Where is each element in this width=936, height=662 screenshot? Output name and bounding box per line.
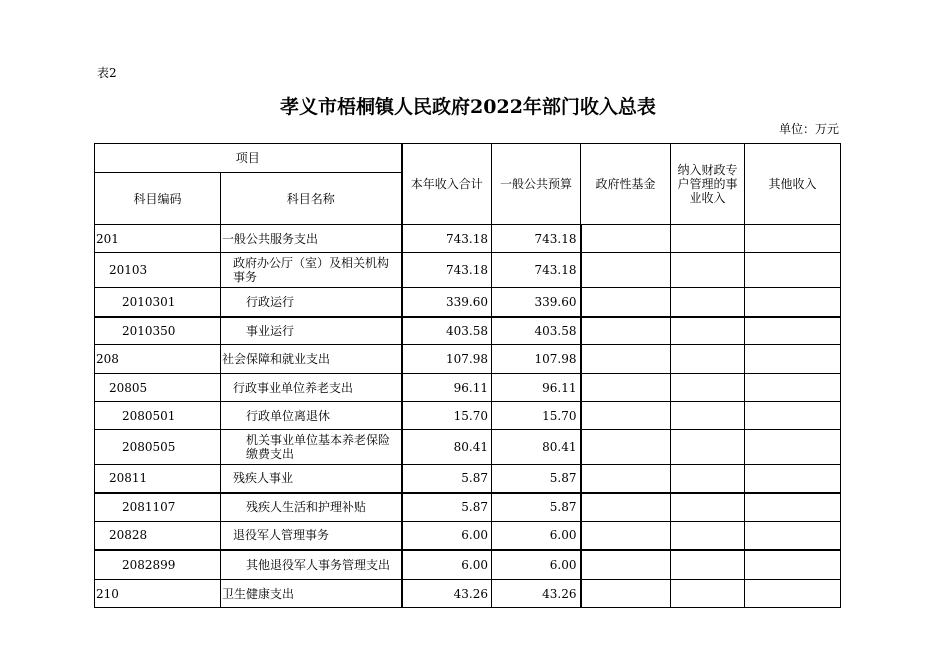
- row-name: 行政单位离退休: [221, 402, 402, 430]
- row-name: 退役军人管理事务: [221, 522, 402, 550]
- row-code: 2080505: [95, 430, 221, 465]
- row-other: [745, 402, 841, 430]
- row-code: 20805: [95, 374, 221, 402]
- table-row: [95, 317, 841, 345]
- row-total: 5.87: [402, 465, 492, 493]
- row-name: 机关事业单位基本养老保险缴费支出: [221, 430, 402, 465]
- table-row: [95, 402, 841, 430]
- row-code: 2010301: [95, 288, 221, 317]
- table-number: 表2: [97, 66, 117, 80]
- row-fiscal-special: [671, 522, 745, 550]
- row-name: 事业运行: [221, 317, 402, 345]
- row-fiscal-special: [671, 580, 745, 608]
- row-code: 20811: [95, 465, 221, 493]
- row-other: [745, 225, 841, 253]
- row-fiscal-special: [671, 430, 745, 465]
- row-name: 社会保障和就业支出: [221, 345, 402, 374]
- row-code: 20103: [95, 253, 221, 288]
- table-row: [95, 522, 841, 550]
- table-row: [95, 465, 841, 493]
- row-general-budget: 80.41: [492, 430, 581, 465]
- row-name: 卫生健康支出: [221, 580, 402, 608]
- row-fiscal-special: [671, 374, 745, 402]
- row-general-budget: 743.18: [492, 253, 581, 288]
- row-name: 政府办公厅（室）及相关机构事务: [221, 253, 402, 288]
- header-total: 本年收入合计: [402, 144, 492, 225]
- row-code: 210: [95, 580, 221, 608]
- table-row: [95, 430, 841, 465]
- header-project: 项目: [95, 144, 402, 173]
- row-general-budget: 5.87: [492, 493, 581, 522]
- row-total: 96.11: [402, 374, 492, 402]
- row-total: 403.58: [402, 317, 492, 345]
- row-gov-fund: [581, 374, 671, 402]
- row-code: 2010350: [95, 317, 221, 345]
- row-total: 743.18: [402, 253, 492, 288]
- table-row: [95, 345, 841, 374]
- row-name: 行政运行: [221, 288, 402, 317]
- row-name: 残疾人生活和护理补贴: [221, 493, 402, 522]
- row-other: [745, 493, 841, 522]
- row-gov-fund: [581, 493, 671, 522]
- row-other: [745, 345, 841, 374]
- row-total: 15.70: [402, 402, 492, 430]
- row-total: 107.98: [402, 345, 492, 374]
- row-general-budget: 339.60: [492, 288, 581, 317]
- row-general-budget: 6.00: [492, 550, 581, 580]
- row-general-budget: 96.11: [492, 374, 581, 402]
- row-code: 2080501: [95, 402, 221, 430]
- table-row: [95, 225, 841, 253]
- row-gov-fund: [581, 402, 671, 430]
- row-total: 80.41: [402, 430, 492, 465]
- row-total: 6.00: [402, 522, 492, 550]
- table-row: [95, 493, 841, 522]
- row-gov-fund: [581, 465, 671, 493]
- table-row: [95, 374, 841, 402]
- row-other: [745, 550, 841, 580]
- row-gov-fund: [581, 580, 671, 608]
- row-code: 208: [95, 345, 221, 374]
- row-fiscal-special: [671, 402, 745, 430]
- row-gov-fund: [581, 522, 671, 550]
- row-other: [745, 253, 841, 288]
- row-total: 43.26: [402, 580, 492, 608]
- table-row: [95, 288, 841, 317]
- row-general-budget: 43.26: [492, 580, 581, 608]
- row-name: 残疾人事业: [221, 465, 402, 493]
- row-fiscal-special: [671, 465, 745, 493]
- row-name: 一般公共服务支出: [221, 225, 402, 253]
- row-name: 其他退役军人事务管理支出: [221, 550, 402, 580]
- income-table: [94, 143, 841, 608]
- row-fiscal-special: [671, 253, 745, 288]
- row-gov-fund: [581, 430, 671, 465]
- row-general-budget: 6.00: [492, 522, 581, 550]
- row-general-budget: 107.98: [492, 345, 581, 374]
- row-other: [745, 522, 841, 550]
- table-row: [95, 550, 841, 580]
- row-fiscal-special: [671, 288, 745, 317]
- row-total: 5.87: [402, 493, 492, 522]
- row-other: [745, 317, 841, 345]
- row-total: 743.18: [402, 225, 492, 253]
- row-other: [745, 374, 841, 402]
- row-gov-fund: [581, 253, 671, 288]
- row-name: 行政事业单位养老支出: [221, 374, 402, 402]
- row-fiscal-special: [671, 493, 745, 522]
- row-code: 2081107: [95, 493, 221, 522]
- row-fiscal-special: [671, 317, 745, 345]
- header-other: 其他收入: [745, 144, 841, 225]
- header-name: 科目名称: [221, 173, 402, 225]
- header-code: 科目编码: [95, 173, 221, 225]
- row-gov-fund: [581, 317, 671, 345]
- row-fiscal-special: [671, 345, 745, 374]
- row-total: 6.00: [402, 550, 492, 580]
- table-row: [95, 580, 841, 608]
- unit-label: 单位：万元: [778, 122, 839, 136]
- row-general-budget: 743.18: [492, 225, 581, 253]
- row-total: 339.60: [402, 288, 492, 317]
- header-fiscal-special: 纳入财政专户管理的事业收入: [671, 144, 745, 225]
- table-row: [95, 253, 841, 288]
- row-general-budget: 5.87: [492, 465, 581, 493]
- row-general-budget: 15.70: [492, 402, 581, 430]
- row-other: [745, 430, 841, 465]
- row-other: [745, 465, 841, 493]
- row-gov-fund: [581, 550, 671, 580]
- header-general-budget: 一般公共预算: [492, 144, 581, 225]
- row-general-budget: 403.58: [492, 317, 581, 345]
- page-title: 孝义市梧桐镇人民政府2022年部门收入总表: [280, 96, 656, 118]
- row-gov-fund: [581, 288, 671, 317]
- row-code: 201: [95, 225, 221, 253]
- row-fiscal-special: [671, 225, 745, 253]
- header-gov-fund: 政府性基金: [581, 144, 671, 225]
- row-gov-fund: [581, 345, 671, 374]
- row-fiscal-special: [671, 550, 745, 580]
- row-other: [745, 288, 841, 317]
- row-code: 2082899: [95, 550, 221, 580]
- row-code: 20828: [95, 522, 221, 550]
- row-other: [745, 580, 841, 608]
- row-gov-fund: [581, 225, 671, 253]
